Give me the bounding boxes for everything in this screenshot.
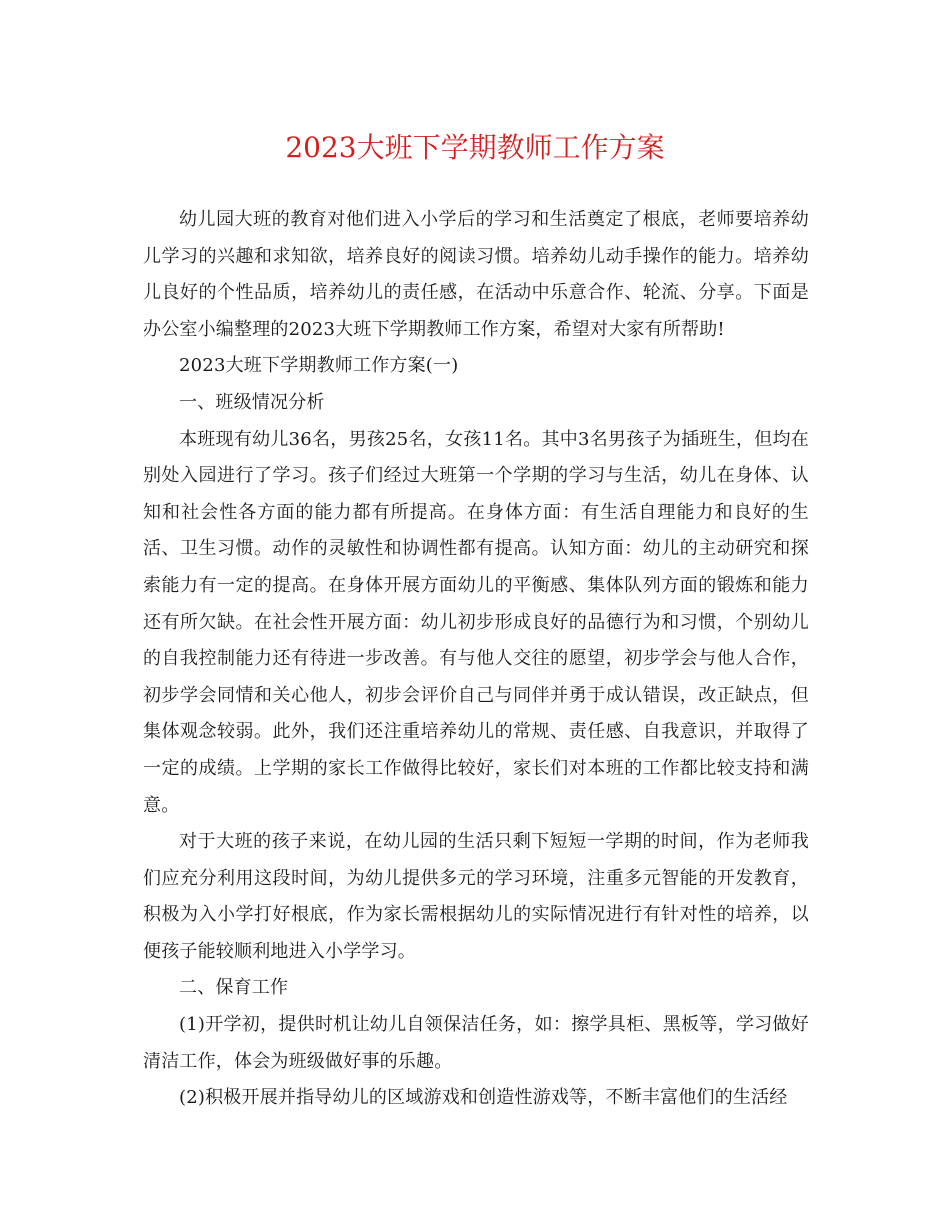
care-item-2: (2)积极开展并指导幼儿的区域游戏和创造性游戏等，不断丰富他们的生活经 <box>179 1087 788 1109</box>
intro-paragraph: 幼儿园大班的教育对他们进入小学后的学习和生活奠定了根底，老师要培养幼儿学习的兴趣和求知欲，培养良好的阅读习惯。培养幼儿动手操作的能力。培养幼儿良好的个性品质，培养幼儿的责任感，在活动中乐意合作、轮流、分享。下面是办公室小编整理的2023大班下学期教师工作方案，希望对大家有所帮助! <box>143 209 809 340</box>
document-title: 2023大班下学期教师工作方案 <box>285 131 665 164</box>
class-analysis-paragraph: 本班现有幼儿36名，男孩25名，女孩11名。其中3名男孩子为插班生，但均在别处入园进行了学习。孩子们经过大班第一个学期的学习与生活，幼儿在身体、认知和社会性各方面的能力都有所提高。在身体方面：有生活自理能力和良好的生活、卫生习惯。动作的灵敏性和协调性都有提高。认知方面：幼儿的主动研究和探索能力有一定的提高。在身体开展方面幼儿的平衡感、集体队列方面的锻炼和能力还有所欠缺。在社会性开展方面：幼儿初步形成良好的品德行为和习惯，个别幼儿的自我控制能力还有待进一步改善。有与他人交往的愿望，初步学会与他人合作，初步学会同情和关心他人，初步会评价自己与同伴并勇于成认错误，改正缺点，但集体观念较弱。此外，我们还注重培养幼儿的常规、责任感、自我意识，并取得了一定的成绩。上学期的家长工作做得比较好，家长们对本班的工作都比较支持和满意。 <box>143 428 809 816</box>
care-item-1: (1)开学初，提供时机让幼儿自领保洁任务，如：擦学具柜、黑板等，学习做好清洁工作，体会为班级做好事的乐趣。 <box>143 1014 809 1072</box>
section-heading-care-work: 二、保育工作 <box>179 977 289 999</box>
plan-subtitle: 2023大班下学期教师工作方案(一) <box>179 355 459 377</box>
teacher-role-paragraph: 对于大班的孩子来说，在幼儿园的生活只剩下短短一学期的时间，作为老师我们应充分利用这段时间，为幼儿提供多元的学习环境，注重多元智能的开发教育，积极为入小学打好根底，作为家长需根据幼儿的实际情况进行有针对性的培养，以便孩子能较顺利地进入小学学习。 <box>143 831 809 962</box>
section-heading-class-analysis: 一、班级情况分析 <box>179 391 325 413</box>
document-body <box>143 202 809 1117</box>
